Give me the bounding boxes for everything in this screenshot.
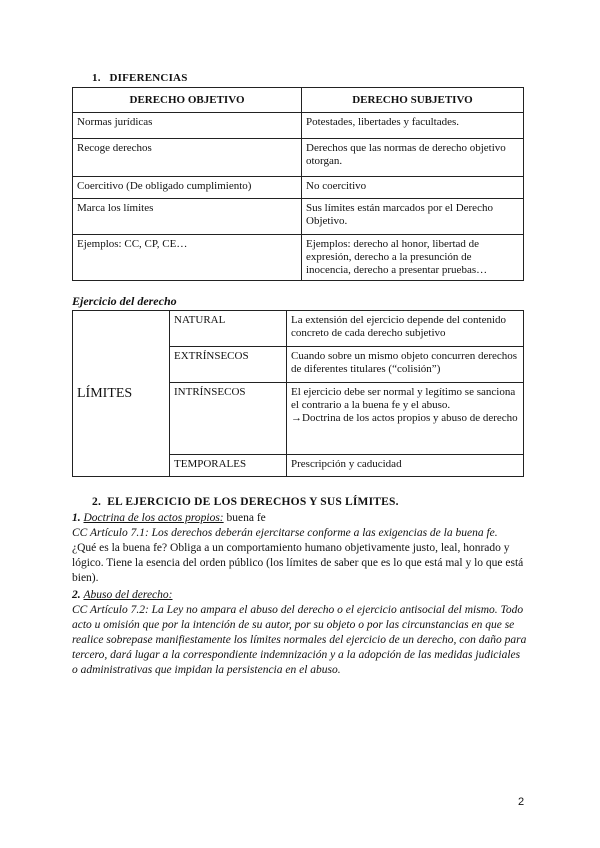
table-cell: No coercitivo [302,177,524,199]
limit-category: INTRÍNSECOS [170,383,287,455]
table-cell: Derechos que las normas de derecho objetivo otorgan. [302,139,524,177]
header-derecho-subjetivo: DERECHO SUBJETIVO [302,88,524,113]
section-2-heading [92,496,399,508]
table-row [73,113,524,139]
table-cell: Ejemplos: derecho al honor, libertad de expresión, derecho a la presunción de inocencia, derecho a presentar pruebas… [302,235,524,281]
item-1-heading [72,511,528,526]
table-cell: Recoge derechos [73,139,302,177]
item-2-quote: CC Artículo 7.2: La Ley no ampara el abuso del derecho o el ejercicio antisocial del mismo. Todo acto u omisión que por la intención de su autor, por su objeto o por las circunstancias en que se realice sobrepase manifiestamente los límites normales del ejercicio de un derecho, con daño para tercero, dará lugar a la correspondiente indemnización y a la adopción de las medidas judiciales o administrativas que impidan la persistencia en el abuso. [72,604,527,676]
item-2-title: Abuso del derecho: [83,589,173,601]
section-2-number: 2. [92,496,102,508]
limit-description: Prescripción y caducidad [287,455,524,477]
table-row [73,139,524,177]
section-2-title: EL EJERCICIO DE LOS DERECHOS Y SUS LÍMITES. [107,496,399,508]
limit-note: →Doctrina de los actos propios y abuso de derecho [291,412,518,424]
table-cell: Sus límites están marcados por el Derecho Objetivo. [302,199,524,235]
table-row [73,199,524,235]
table-cell: Potestades, libertades y facultades. [302,113,524,139]
item-1-title: Doctrina de los actos propios: [83,512,224,524]
table-cell: Coercitivo (De obligado cumplimiento) [73,177,302,199]
item-1-quote: CC Artículo 7.1: Los derechos deberán ejercitarse conforme a las exigencias de la buena fe. [72,527,498,539]
table-row [73,311,524,347]
item-1-number: 1. [72,512,81,524]
limit-description [287,383,524,455]
header-derecho-objetivo: DERECHO OBJETIVO [73,88,302,113]
item-2-heading [72,588,528,603]
ejercicio-heading: Ejercicio del derecho [72,294,177,308]
differences-table [72,87,524,281]
limit-category: EXTRÍNSECOS [170,347,287,383]
section-1-number: 1. [92,72,101,84]
item-1-text: ¿Qué es la buena fe? Obliga a un comportamiento humano objetivamente justo, leal, honrado y lógico. Tiene la esencia del orden público (los límites de saber que es lo que está mal y lo que está bien). [72,542,524,584]
table-row [73,235,524,281]
table-cell: Ejemplos: CC, CP, CE… [73,235,302,281]
table-cell: Normas jurídicas [73,113,302,139]
section-1-heading [92,72,188,84]
page-number: 2 [518,796,525,808]
section-1-title: DIFERENCIAS [109,72,188,84]
limits-label: LÍMITES [73,311,170,477]
table-row [73,177,524,199]
table-cell: Marca los límites [73,199,302,235]
limit-description: Cuando sobre un mismo objeto concurren derechos de diferentes titulares (“colisión”) [287,347,524,383]
item-2-number: 2. [72,589,81,601]
limit-category: NATURAL [170,311,287,347]
limit-description: La extensión del ejercicio depende del contenido concreto de cada derecho subjetivo [287,311,524,347]
table-header-row [73,88,524,113]
item-1-suffix: buena fe [223,512,266,524]
limits-table [72,310,524,477]
limit-description-text: El ejercicio debe ser normal y legítimo se sanciona el contrario a la buena fe y el abuso. [291,386,516,411]
limit-category: TEMPORALES [170,455,287,477]
